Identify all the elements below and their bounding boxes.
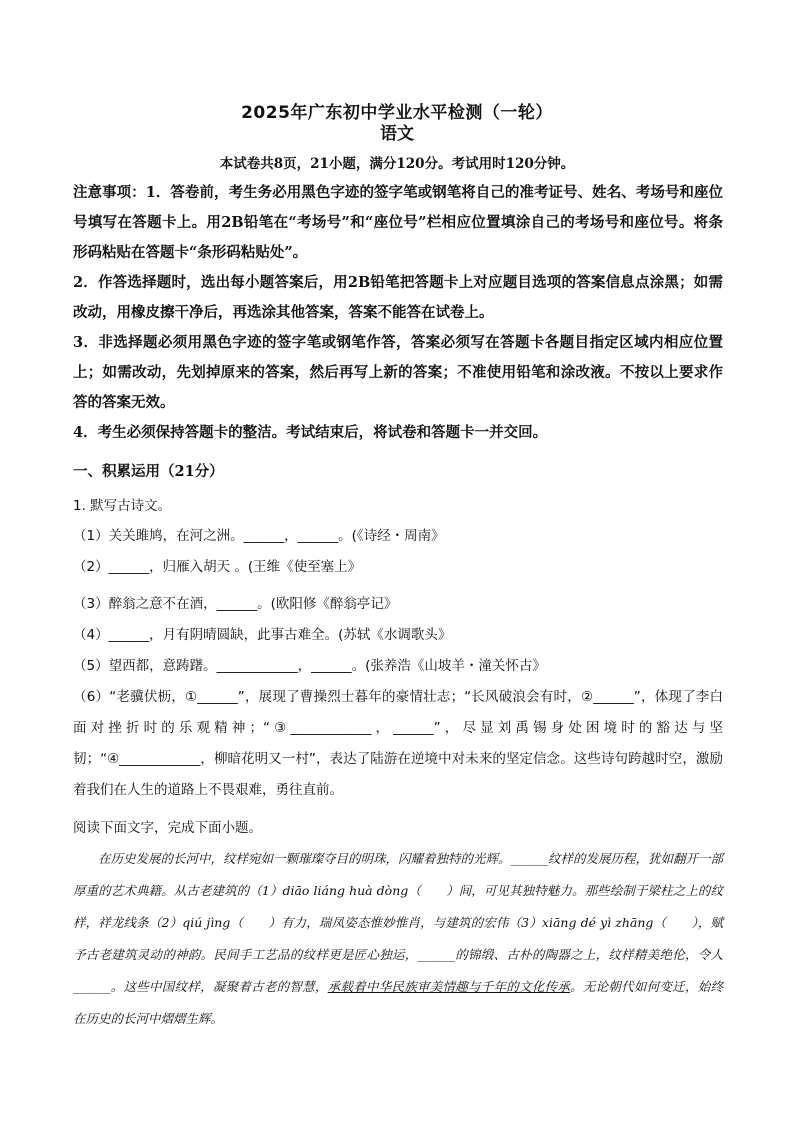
exam-summary: 本试卷共8页，21小题，满分120分。考试用时120分钟。 [219, 156, 575, 172]
passage-text-start: 在历史发展的长河中，纹样宛如一颗璀璨夺目的明珠，闪耀着独特的光辉。______纹样的发展历程，犹如翻开一部厚重的艺术典籍。从古老建筑的（1）diāo liáng huà dòng（ ）间，可见其独特魅力。那些绘制于梁柱之上的纹样，祥龙线条（2）qiú jìng（ ）有力，瑞凤姿态惟妙惟肖，与建筑的宏伟（3）xiāng dé yì zhāng（ ），赋予古老建筑灵动的神韵。民间手工艺品的纹样更是匠心独运，______的锦缎、古朴的陶器之上，纹样精美绝伦，令人______。这些中国纹样，凝聚着古老的智慧， [73, 851, 724, 994]
notice-block [73, 178, 723, 448]
question-1-item-2: （2）______，归雁入胡天 。(王维《使至塞上》 [73, 559, 362, 575]
question-1-item-3: （3）醉翁之意不在酒，______。(欧阳修《醉翁亭记》 [73, 596, 398, 612]
question-1-item-4: （4）______，月有阴晴圆缺，此事古难全。(苏轼《水调歌头》 [73, 627, 452, 643]
question-1-prompt: 1. 默写古诗文。 [73, 498, 172, 514]
question-1-item-6: （6）“老骥伏枥，①______”，展现了曹操烈士暮年的豪情壮志；“长风破浪会有时，②______”，体现了李白面对挫折时的乐观精神；“③____________，______”，尽显刘禹锡身处困境时的豁达与坚韧；“④____________，柳暗花明又一村”，表达了陆游在逆境中对未来的坚定信念。这些诗句跨越时空，激励着我们在人生的道路上不畏艰难，勇往直前。 [73, 689, 723, 798]
reading-passage [73, 843, 723, 1035]
reading-prompt: 阅读下面文字，完成下面小题。 [73, 820, 262, 836]
passage-underlined-phrase: 承载着中华民族审美情趣与千年的文化传承 [327, 979, 571, 994]
section-heading: 一、积累运用（21分） [73, 463, 224, 480]
subject-title: 语文 [380, 124, 414, 144]
notice-item-3: 3．非选择题必须用黑色字迹的签字笔或钢笔作答，答案必须写在答题卡各题目指定区域内相应位置上；如需改动，先划掉原来的答案，然后再写上新的答案；不准使用铅笔和涂改液。不按以上要求作答的答案无效。 [73, 334, 723, 411]
notice-item-1: 注意事项：1．答卷前，考生务必用黑色字迹的签字笔或钢笔将自己的准考证号、姓名、考场号和座位号填写在答题卡上。用2B铅笔在“考场号”和“座位号”栏相应位置填涂自己的考场号和座位号。将条形码粘贴在答题卡“条形码粘贴处”。 [73, 184, 723, 261]
notice-item-2: 2．作答选择题时，选出每小题答案后，用2B铅笔把答题卡上对应题目选项的答案信息点涂黑；如需改动，用橡皮擦干净后，再选涂其他答案，答案不能答在试卷上。 [73, 274, 723, 321]
question-1-items [73, 521, 723, 806]
question-1-item-1: （1）关关雎鸠，在河之洲。______，______。(《诗经・周南》 [73, 528, 445, 544]
question-1-item-5: （5）望西都，意踌躇。____________，______。(张养浩《山坡羊・潼关怀古》 [73, 658, 546, 674]
passage-text-end: 。无论朝代如何变迁，始终在历史的长河中熠熠生辉。 [73, 979, 723, 1026]
exam-title: 2025年广东初中学业水平检测（一轮） [241, 103, 553, 123]
notice-item-4: 4．考生必须保持答题卡的整洁。考试结束后，将试卷和答题卡一并交回。 [73, 424, 548, 441]
